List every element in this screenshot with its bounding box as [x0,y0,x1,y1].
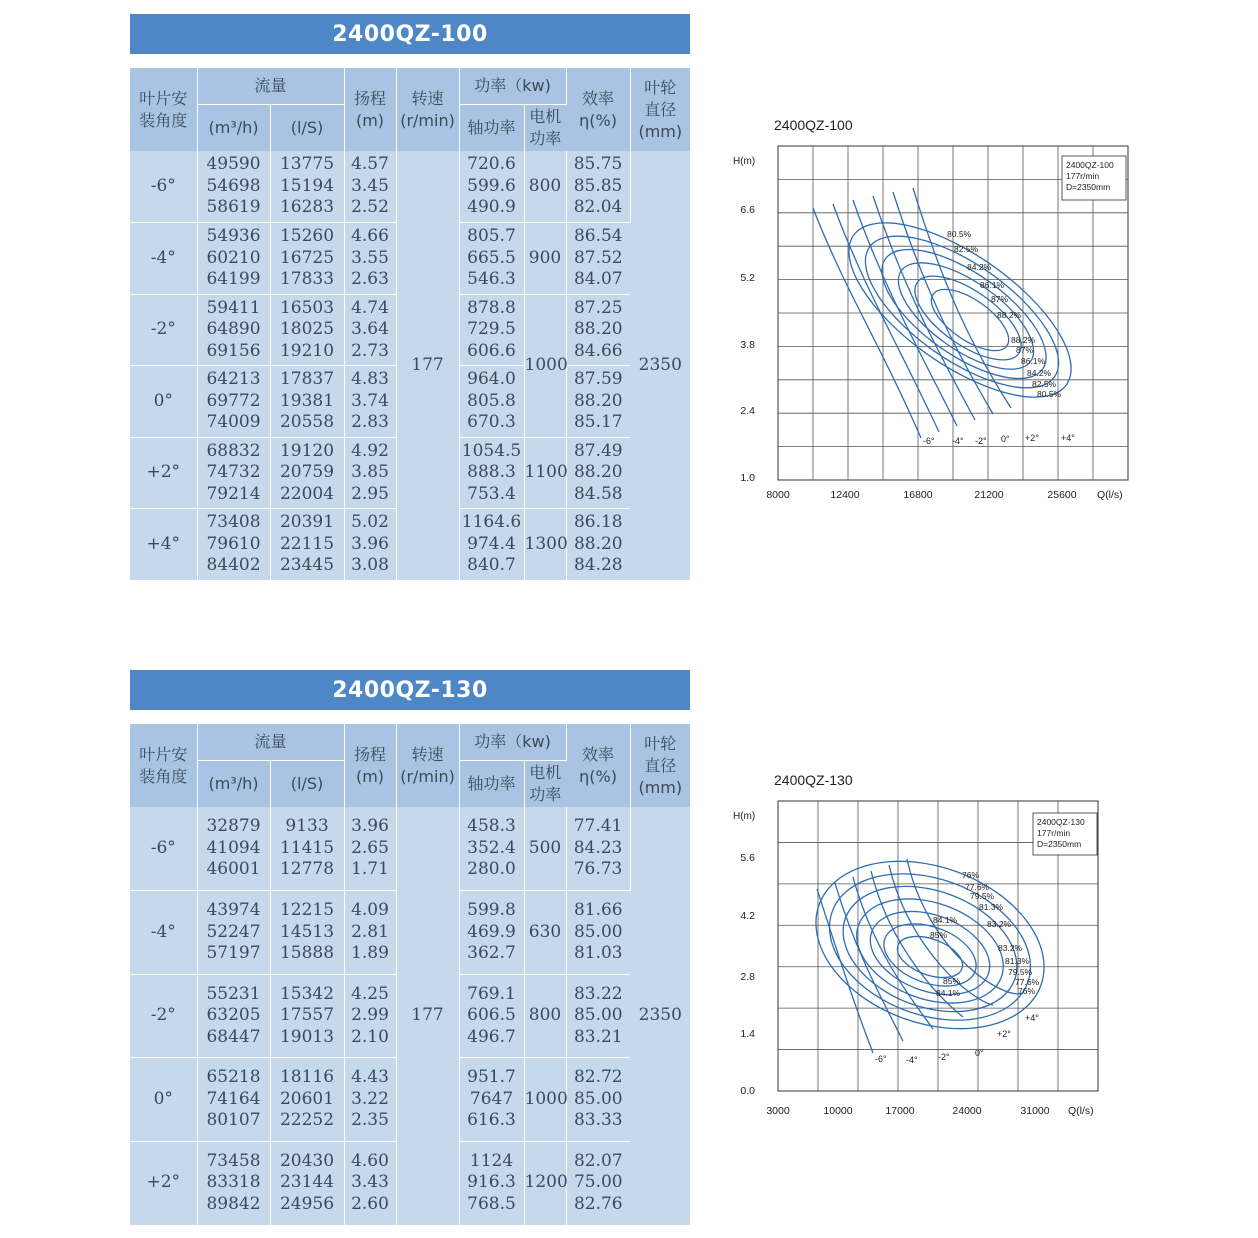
flow-ls-cell: 15260 16725 17833 [270,223,344,295]
motor-power-cell: 1200 [524,1141,566,1225]
flow-m3h-cell: 55231 63205 68447 [197,974,270,1058]
header-shaft-power: 轴功率 [459,760,524,807]
efficiency-label: 84.2% [967,262,992,272]
performance-chart [725,140,1145,510]
flow-m3h-cell: 64213 69772 74009 [197,366,270,438]
shaft-power-cell: 1164.6 974.4 840.7 [459,509,524,581]
head-cell: 4.43 3.22 2.35 [344,1058,396,1142]
y-tick-label: 0.0 [740,1085,755,1097]
efficiency-label: 76% [962,870,980,880]
efficiency-label: 79.5% [1008,967,1033,977]
x-tick-label: 24000 [952,1105,982,1117]
legend-text: 177r/min [1066,171,1100,181]
table-title: 2400QZ-130 [130,670,690,710]
table-row [130,151,690,223]
flow-ls-cell: 18116 20601 22252 [270,1058,344,1142]
head-cell: 4.92 3.85 2.95 [344,437,396,509]
flow-ls-cell: 15342 17557 19013 [270,974,344,1058]
motor-power-cell: 800 [524,974,566,1058]
flow-m3h-cell: 32879 41094 46001 [197,807,270,891]
x-tick-label: 10000 [823,1105,853,1117]
shaft-power-cell: 1124 916.3 768.5 [459,1141,524,1225]
head-cell: 4.09 2.81 1.89 [344,891,396,975]
spec-section-1 [130,14,690,580]
efficiency-label: 82.5% [954,244,979,254]
header-flow-ls: (l/S) [270,104,344,151]
efficiency-label: 82.5% [1032,379,1057,389]
y-tick-label: 1.0 [740,472,755,484]
y-tick-label: 1.4 [740,1028,755,1040]
efficiency-label: 83.2% [987,919,1012,929]
x-tick-label: 21200 [974,489,1004,501]
head-cell: 3.96 2.65 1.71 [344,807,396,891]
head-cell: 4.57 3.45 2.52 [344,151,396,223]
blade-angle-cell: 0° [130,1058,197,1142]
blade-angle-cell: -4° [130,223,197,295]
angle-label: 0° [975,1048,984,1058]
efficiency-label: 87% [991,294,1009,304]
angle-label: 0° [1001,434,1010,444]
header-speed: 转速 (r/min) [396,68,459,151]
legend-text: 2400QZ-130 [1037,817,1085,827]
efficiency-label: 81.3% [1005,956,1030,966]
efficiency-cell: 86.54 87.52 84.07 [566,223,630,295]
impeller-diameter-cell: 2350 [630,807,690,1225]
efficiency-label: 87% [1016,345,1034,355]
flow-m3h-cell: 68832 74732 79214 [197,437,270,509]
efficiency-label: 80.5% [947,229,972,239]
header-power: 功率（kw) [459,68,566,104]
head-flow-curve [833,204,939,432]
table-title: 2400QZ-100 [130,14,690,54]
head-cell: 5.02 3.96 3.08 [344,509,396,581]
blade-angle-cell: -4° [130,891,197,975]
motor-power-cell: 900 [524,223,566,295]
blade-angle-cell: -6° [130,151,197,223]
efficiency-label: 88.2% [1011,335,1036,345]
head-flow-curve [835,883,903,1041]
efficiency-cell: 85.75 85.85 82.04 [566,151,630,223]
x-tick-label: 17000 [885,1105,915,1117]
y-tick-label: 2.4 [740,405,755,417]
header-flow: 流量 [197,724,344,760]
motor-power-cell: 1100 [524,437,566,509]
flow-ls-cell: 13775 15194 16283 [270,151,344,223]
y-tick-label: 3.8 [740,339,755,351]
flow-ls-cell: 9133 11415 12778 [270,807,344,891]
impeller-diameter-cell: 2350 [630,151,690,580]
flow-m3h-cell: 49590 54698 58619 [197,151,270,223]
spec-table [130,724,690,1225]
x-tick-label: 31000 [1020,1105,1050,1117]
header-efficiency: 效率 η(%) [566,68,630,151]
flow-ls-cell: 20391 22115 23445 [270,509,344,581]
efficiency-label: 88.2% [997,310,1022,320]
x-tick-label: 8000 [766,489,790,501]
shaft-power-cell: 599.8 469.9 362.7 [459,891,524,975]
flow-ls-cell: 12215 14513 15888 [270,891,344,975]
header-impeller: 叶轮 直径 (mm) [630,724,690,807]
spec-table [130,68,690,580]
angle-label: -6° [875,1054,887,1064]
flow-m3h-cell: 59411 64890 69156 [197,294,270,366]
angle-label: +4° [1061,433,1075,443]
spec-section-2 [130,670,690,1225]
shaft-power-cell: 769.1 606.5 496.7 [459,974,524,1058]
table-row [130,807,690,891]
y-tick-label: 5.2 [740,272,755,284]
efficiency-label: 77.6% [1015,977,1040,987]
header-flow: 流量 [197,68,344,104]
blade-angle-cell: +2° [130,437,197,509]
efficiency-label: 84.1% [933,915,958,925]
y-tick-label: 4.2 [740,910,755,922]
angle-label: -4° [952,436,964,446]
header-motor-power: 电机 功率 [524,104,566,151]
y-tick-label: 5.6 [740,852,755,864]
efficiency-label: 85% [943,976,961,986]
efficiency-label: 84.2% [1027,368,1052,378]
efficiency-cell: 86.18 88.20 84.28 [566,509,630,581]
shaft-power-cell: 1054.5 888.3 753.4 [459,437,524,509]
efficiency-label: 76% [1018,986,1036,996]
efficiency-cell: 77.41 84.23 76.73 [566,807,630,891]
efficiency-cell: 82.72 85.00 83.33 [566,1058,630,1142]
efficiency-cell: 83.22 85.00 83.21 [566,974,630,1058]
legend-text: 177r/min [1037,828,1071,838]
y-tick-label: 6.6 [740,204,755,216]
head-cell: 4.66 3.55 2.63 [344,223,396,295]
blade-angle-cell: -6° [130,807,197,891]
y-axis-label: H(m) [733,156,756,167]
motor-power-cell: 1000 [524,1058,566,1142]
angle-label: -2° [938,1052,950,1062]
efficiency-contour [922,278,1019,362]
angle-label: +4° [1025,1013,1039,1023]
efficiency-cell: 82.07 75.00 82.76 [566,1141,630,1225]
motor-power-cell: 1000 [524,294,566,437]
efficiency-label: 86.1% [1021,356,1046,366]
head-cell: 4.74 3.64 2.73 [344,294,396,366]
efficiency-cell: 87.25 88.20 84.66 [566,294,630,366]
motor-power-cell: 500 [524,807,566,891]
motor-power-cell: 800 [524,151,566,223]
efficiency-label: 77.6% [965,882,990,892]
flow-ls-cell: 16503 18025 19210 [270,294,344,366]
angle-label: +2° [1025,433,1039,443]
efficiency-cell: 87.59 88.20 85.17 [566,366,630,438]
x-tick-label: 12400 [830,489,860,501]
y-axis-label: H(m) [733,811,756,822]
performance-chart [725,795,1145,1125]
header-speed: 转速 (r/min) [396,724,459,807]
y-tick-label: 2.8 [740,971,755,983]
header-flow-m3h: (m³/h) [197,760,270,807]
head-cell: 4.25 2.99 2.10 [344,974,396,1058]
speed-cell: 177 [396,807,459,1225]
chart-title: 2400QZ-100 [774,117,853,133]
legend-text: 2400QZ-100 [1066,160,1114,170]
shaft-power-cell: 964.0 805.8 670.3 [459,366,524,438]
motor-power-cell: 1300 [524,509,566,581]
angle-label: -4° [906,1055,918,1065]
flow-ls-cell: 20430 23144 24956 [270,1141,344,1225]
legend-text: D=2350mm [1066,182,1111,192]
efficiency-label: 81.3% [979,902,1004,912]
flow-m3h-cell: 54936 60210 64199 [197,223,270,295]
head-cell: 4.60 3.43 2.60 [344,1141,396,1225]
head-cell: 4.83 3.74 2.83 [344,366,396,438]
speed-cell: 177 [396,151,459,580]
flow-ls-cell: 19120 20759 22004 [270,437,344,509]
angle-label: +2° [997,1029,1011,1039]
shaft-power-cell: 878.8 729.5 606.6 [459,294,524,366]
efficiency-cell: 87.49 88.20 84.58 [566,437,630,509]
angle-label: -2° [975,436,987,446]
angle-label: -6° [923,436,935,446]
blade-angle-cell: -2° [130,294,197,366]
header-power: 功率（kw) [459,724,566,760]
blade-angle-cell: +2° [130,1141,197,1225]
flow-ls-cell: 17837 19381 20558 [270,366,344,438]
chart-title: 2400QZ-130 [774,772,853,788]
efficiency-label: 83.2% [998,943,1023,953]
blade-angle-cell: +4° [130,509,197,581]
x-tick-label: 3000 [766,1105,790,1117]
efficiency-label: 84.1% [936,988,961,998]
flow-m3h-cell: 43974 52247 57197 [197,891,270,975]
blade-angle-cell: -2° [130,974,197,1058]
header-shaft-power: 轴功率 [459,104,524,151]
shaft-power-cell: 458.3 352.4 280.0 [459,807,524,891]
header-impeller: 叶轮 直径 (mm) [630,68,690,151]
header-motor-power: 电机 功率 [524,760,566,807]
shaft-power-cell: 951.7 7647 616.3 [459,1058,524,1142]
header-blade-angle: 叶片安 装角度 [130,724,197,807]
motor-power-cell: 630 [524,891,566,975]
efficiency-label: 80.5% [1037,389,1062,399]
x-axis-label: Q(l/s) [1097,489,1123,501]
x-axis-label: Q(l/s) [1068,1105,1094,1117]
x-tick-label: 25600 [1047,489,1077,501]
header-head: 扬程 (m) [344,68,396,151]
header-flow-m3h: (m³/h) [197,104,270,151]
shaft-power-cell: 720.6 599.6 490.9 [459,151,524,223]
legend-text: D=2350mm [1037,839,1082,849]
header-flow-ls: (l/S) [270,760,344,807]
shaft-power-cell: 805.7 665.5 546.3 [459,223,524,295]
efficiency-label: 86.1% [980,280,1005,290]
flow-m3h-cell: 73458 83318 89842 [197,1141,270,1225]
efficiency-label: 79.5% [970,891,995,901]
flow-m3h-cell: 65218 74164 80107 [197,1058,270,1142]
header-head: 扬程 (m) [344,724,396,807]
efficiency-label: 85% [930,930,948,940]
flow-m3h-cell: 73408 79610 84402 [197,509,270,581]
header-blade-angle: 叶片安 装角度 [130,68,197,151]
efficiency-cell: 81.66 85.00 81.03 [566,891,630,975]
x-tick-label: 16800 [903,489,933,501]
blade-angle-cell: 0° [130,366,197,438]
header-efficiency: 效率 η(%) [566,724,630,807]
